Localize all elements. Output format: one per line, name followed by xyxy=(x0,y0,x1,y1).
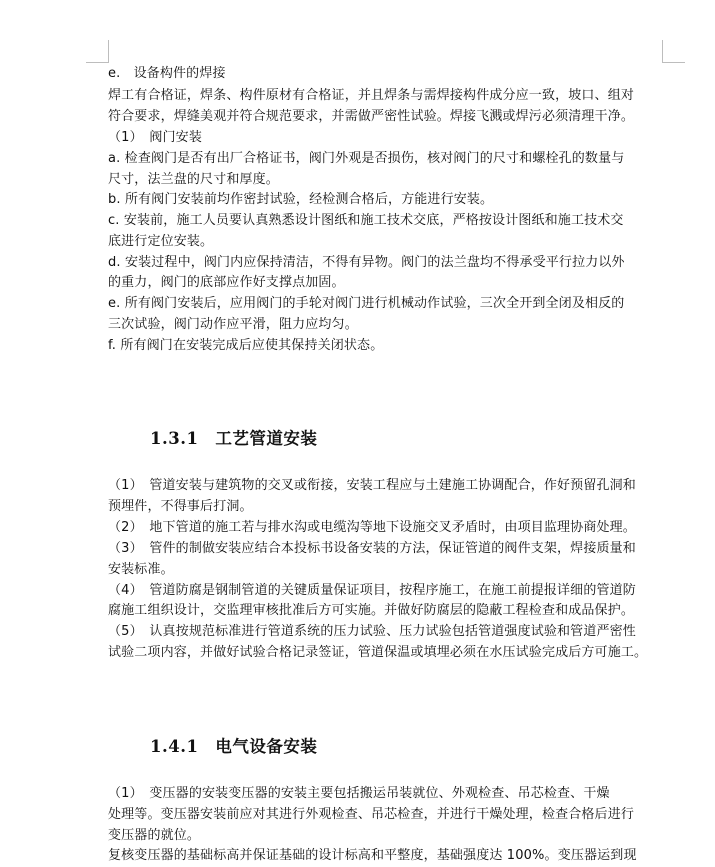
page-corner-mark-top-right xyxy=(662,40,685,63)
paragraph-line: （1） 管道安装与建筑物的交叉或衔接，安装工程应与土建施工协调配合，作好预留孔洞和 xyxy=(108,478,636,493)
paragraph-line: 底进行定位安装。 xyxy=(108,234,214,249)
paragraph-line: 试验二项内容，并做好试验合格记录签证，管道保温或填埋必须在水压试验完成后方可施工。 xyxy=(108,645,648,660)
section-heading-electrical: 1.4.1 电气设备安装 xyxy=(150,737,318,756)
paragraph-line: （2） 地下管道的施工若与排水沟或电缆沟等地下设施交叉矛盾时，由项目监理协商处理。 xyxy=(108,520,636,535)
paragraph-line: 的重力，阀门的底部应作好支撑点加固。 xyxy=(108,275,345,290)
paragraph-line: 预埋件，不得事后打洞。 xyxy=(108,499,253,514)
section-heading-pipeline: 1.3.1 工艺管道安装 xyxy=(150,429,318,448)
paragraph-line: 焊工有合格证，焊条、构件原材有合格证，并且焊条与需焊接构件成分应一致，坡口、组对 xyxy=(108,88,635,103)
paragraph-line: b. 所有阀门安装前均作密封试验，经检测合格后，方能进行安装。 xyxy=(108,192,494,207)
paragraph-line: 三次试验，阀门动作应平滑，阻力应均匀。 xyxy=(108,317,358,332)
paragraph-line: （4） 管道防腐是钢制管道的关键质量保证项目，按程序施工，在施工前提报详细的管道防 xyxy=(108,583,636,598)
paragraph-line: d. 安装过程中，阀门内应保持清洁，不得有异物。阀门的法兰盘均不得承受平行拉力以外 xyxy=(108,255,625,270)
paragraph-line: c. 安装前，施工人员要认真熟悉设计图纸和施工技术交底，严格按设计图纸和施工技术交 xyxy=(108,213,624,228)
paragraph-line: f. 所有阀门在安装完成后应使其保持关闭状态。 xyxy=(108,338,384,353)
page-corner-mark-top-left xyxy=(86,40,109,63)
paragraph-line: 变压器的就位。 xyxy=(108,828,201,843)
paragraph-line: 安装标准。 xyxy=(108,562,174,577)
paragraph-line: （1） 变压器的安装变压器的安装主要包括搬运吊装就位、外观检查、吊芯检查、干燥 xyxy=(108,786,610,801)
paragraph-line: e. 所有阀门安装后，应用阀门的手轮对阀门进行机械动作试验，三次全开到全闭及相反的 xyxy=(108,296,625,311)
paragraph-line: 符合要求，焊缝美观并符合规范要求，并需做严密性试验。焊接飞溅或焊污必须清理干净。 xyxy=(108,109,635,124)
paragraph-line: 复核变压器的基础标高并保证基础的设计标高和平整度，基础强度达 100%。变压器运到现 xyxy=(108,848,637,863)
valves-subtitle: （1） 阀门安装 xyxy=(108,130,202,145)
paragraph-line: 处理等。变压器安装前应对其进行外观检查、吊芯检查，并进行干燥处理，检查合格后进行 xyxy=(108,807,635,822)
paragraph-line: （3） 管件的制做安装应结合本投标书设备安装的方法，保证管道的阀件支架，焊接质量和 xyxy=(108,541,636,556)
paragraph-line: 腐施工组织设计，交监理审核批准后方可实施。并做好防腐层的隐蔽工程检查和成品保护。 xyxy=(108,603,635,618)
section-e-title: e. 设备构件的焊接 xyxy=(108,66,226,81)
paragraph-line: a. 检查阀门是否有出厂合格证书，阀门外观是否损伤，核对阀门的尺寸和螺栓孔的数量与 xyxy=(108,151,625,166)
paragraph-line: 尺寸，法兰盘的尺寸和厚度。 xyxy=(108,172,279,187)
paragraph-line: （5） 认真按规范标准进行管道系统的压力试验、压力试验包括管道强度试验和管道严密性 xyxy=(108,624,636,639)
